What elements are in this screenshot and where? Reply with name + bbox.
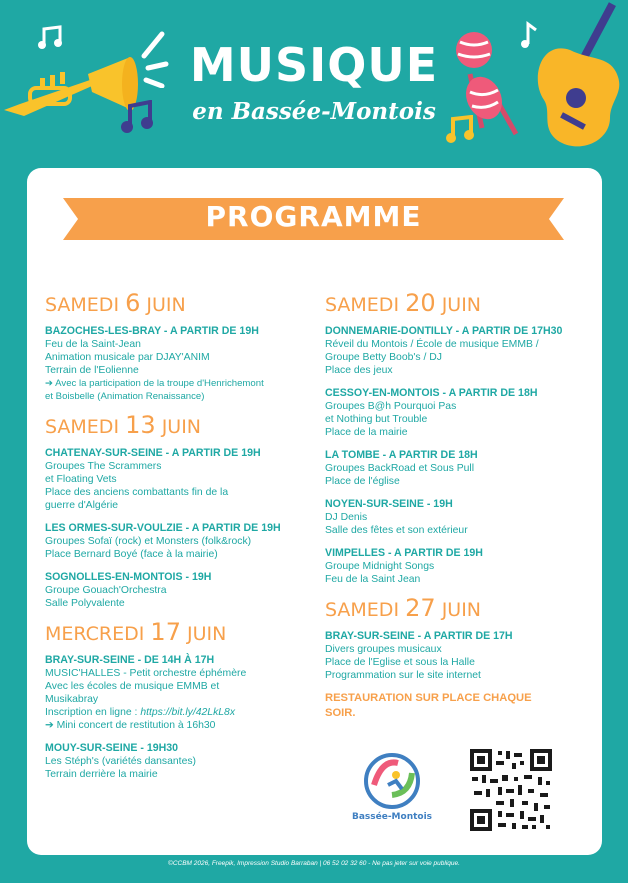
event-line: Place des anciens combattants fin de la xyxy=(45,487,229,498)
event-line: Groupe Betty Boob's / DJ xyxy=(325,352,442,363)
program-banner-label: PROGRAMME xyxy=(205,200,422,233)
event-line: Musikabray xyxy=(45,694,99,705)
registration-label: Inscription en ligne : xyxy=(45,707,141,718)
event-line: et Nothing but Trouble xyxy=(325,414,428,425)
event xyxy=(325,546,590,586)
restauration-line: RESTAURATION SUR PLACE CHAQUE xyxy=(325,692,532,704)
event-line: et Boisbelle (Animation Renaissance) xyxy=(45,391,205,402)
event-line: Place Bernard Boyé (face à la mairie) xyxy=(45,549,218,560)
registration-link[interactable]: https://bit.ly/42LkL8x xyxy=(140,707,236,718)
event xyxy=(45,324,310,403)
day-month: JUIN xyxy=(187,623,227,645)
day-heading xyxy=(325,595,590,623)
day-number: 27 xyxy=(405,594,436,622)
day-month: JUIN xyxy=(441,294,482,316)
event-location: LA TOMBE - A PARTIR DE 18H xyxy=(325,449,478,461)
restauration-line: SOIR. xyxy=(325,707,356,719)
event-line: Salle des fêtes et son extérieur xyxy=(325,525,468,536)
event-location: CHATENAY-SUR-SEINE - A PARTIR DE 19H xyxy=(45,447,261,459)
footer-credits: ©CCBM 2026, Freepik, Impression Studio Barraban | 06 52 02 32 60 - Ne pas jeter sur voie publique. xyxy=(168,860,460,867)
event-location: DONNEMARIE-DONTILLY - A PARTIR DE 17H30 xyxy=(325,325,563,337)
event-location: SOGNOLLES-EN-MONTOIS - 19H xyxy=(45,571,212,583)
event xyxy=(45,446,310,512)
event-line: Programmation sur le site internet xyxy=(325,670,481,681)
event-line: Groupes B@h Pourquoi Pas xyxy=(325,401,457,412)
event-line: Feu de la Saint-Jean xyxy=(45,339,141,350)
day-month: JUIN xyxy=(146,294,186,316)
event-location: CESSOY-EN-MONTOIS - A PARTIR DE 18H xyxy=(325,387,538,399)
logo-text: Bassée-Montois xyxy=(352,812,432,822)
day-weekday: SAMEDI xyxy=(325,294,400,316)
event xyxy=(325,448,590,488)
day-heading xyxy=(45,290,310,318)
event-line: Groupe Midnight Songs xyxy=(325,561,435,572)
event-location: NOYEN-SUR-SEINE - 19H xyxy=(325,498,453,510)
event-line: DJ Denis xyxy=(325,512,368,523)
bassee-montois-logo xyxy=(352,745,432,825)
event-line: ➔ Mini concert de restitution à 16h30 xyxy=(45,720,216,731)
page-title: MUSIQUE xyxy=(189,38,439,92)
event-line: Divers groupes musicaux xyxy=(325,644,442,655)
event-location: BRAY-SUR-SEINE - DE 14H À 17H xyxy=(45,654,215,666)
event-location: BRAY-SUR-SEINE - A PARTIR DE 17H xyxy=(325,630,513,642)
event xyxy=(325,324,590,377)
event-line: ➔ Avec la participation de la troupe d'Henrichemont xyxy=(45,378,264,389)
event-line: Place de la mairie xyxy=(325,427,408,438)
event-line: MUSIC'HALLES - Petit orchestre éphémère xyxy=(45,668,247,679)
day-weekday: SAMEDI xyxy=(325,599,400,621)
left-column xyxy=(45,290,310,790)
right-column xyxy=(325,290,590,721)
page-subtitle: en Bassée-Montois xyxy=(192,98,436,125)
day-month: JUIN xyxy=(441,599,482,621)
day-heading xyxy=(325,290,590,318)
event-line: Groupes BackRoad et Sous Pull xyxy=(325,463,475,474)
event-line: Feu de la Saint Jean xyxy=(325,574,421,585)
event xyxy=(45,653,310,732)
event-line: guerre d'Algérie xyxy=(45,500,119,511)
day-number: 13 xyxy=(125,411,156,439)
day-weekday: SAMEDI xyxy=(45,294,120,316)
event-line: Les Stéph's (variétés dansantes) xyxy=(45,756,196,767)
event-line: Groupes Sofaï (rock) et Monsters (folk&rock) xyxy=(45,536,252,547)
event-line: Terrain de l'Eolienne xyxy=(45,365,139,376)
qr-code[interactable] xyxy=(468,747,554,833)
event-line: Groupes The Scrammers xyxy=(45,461,162,472)
event-line: Place des jeux xyxy=(325,365,393,376)
day-number: 6 xyxy=(125,289,141,317)
event-line: Place de l'église xyxy=(325,476,400,487)
event-line: Réveil du Montois / École de musique EMMB / xyxy=(325,339,539,350)
event-location: VIMPELLES - A PARTIR DE 19H xyxy=(325,547,483,559)
header xyxy=(0,0,628,160)
day-number: 17 xyxy=(150,618,181,646)
event-line: Groupe Gouach'Orchestra xyxy=(45,585,167,596)
event-line: Place de l'Eglise et sous la Halle xyxy=(325,657,475,668)
event xyxy=(45,570,310,610)
event xyxy=(325,497,590,537)
event xyxy=(45,741,310,781)
event-location: LES ORMES-SUR-VOULZIE - A PARTIR DE 19H xyxy=(45,522,281,534)
event-line: et Floating Vets xyxy=(45,474,117,485)
event-location: BAZOCHES-LES-BRAY - A PARTIR DE 19H xyxy=(45,325,259,337)
day-weekday: SAMEDI xyxy=(45,416,120,438)
event-line: Animation musicale par DJAY'ANIM xyxy=(45,352,210,363)
day-month: JUIN xyxy=(161,416,202,438)
day-weekday: MERCREDI xyxy=(45,623,145,645)
day-number: 20 xyxy=(405,289,436,317)
event-line: Salle Polyvalente xyxy=(45,598,125,609)
event-location: MOUY-SUR-SEINE - 19H30 xyxy=(45,742,179,754)
event xyxy=(325,629,590,682)
day-heading xyxy=(45,412,310,440)
event xyxy=(45,521,310,561)
event-line: Terrain derrière la mairie xyxy=(45,769,158,780)
event xyxy=(325,386,590,439)
event-line xyxy=(45,706,310,719)
restauration-notice xyxy=(325,691,590,721)
day-heading xyxy=(45,619,310,647)
event-line: Avec les écoles de musique EMMB et xyxy=(45,681,220,692)
